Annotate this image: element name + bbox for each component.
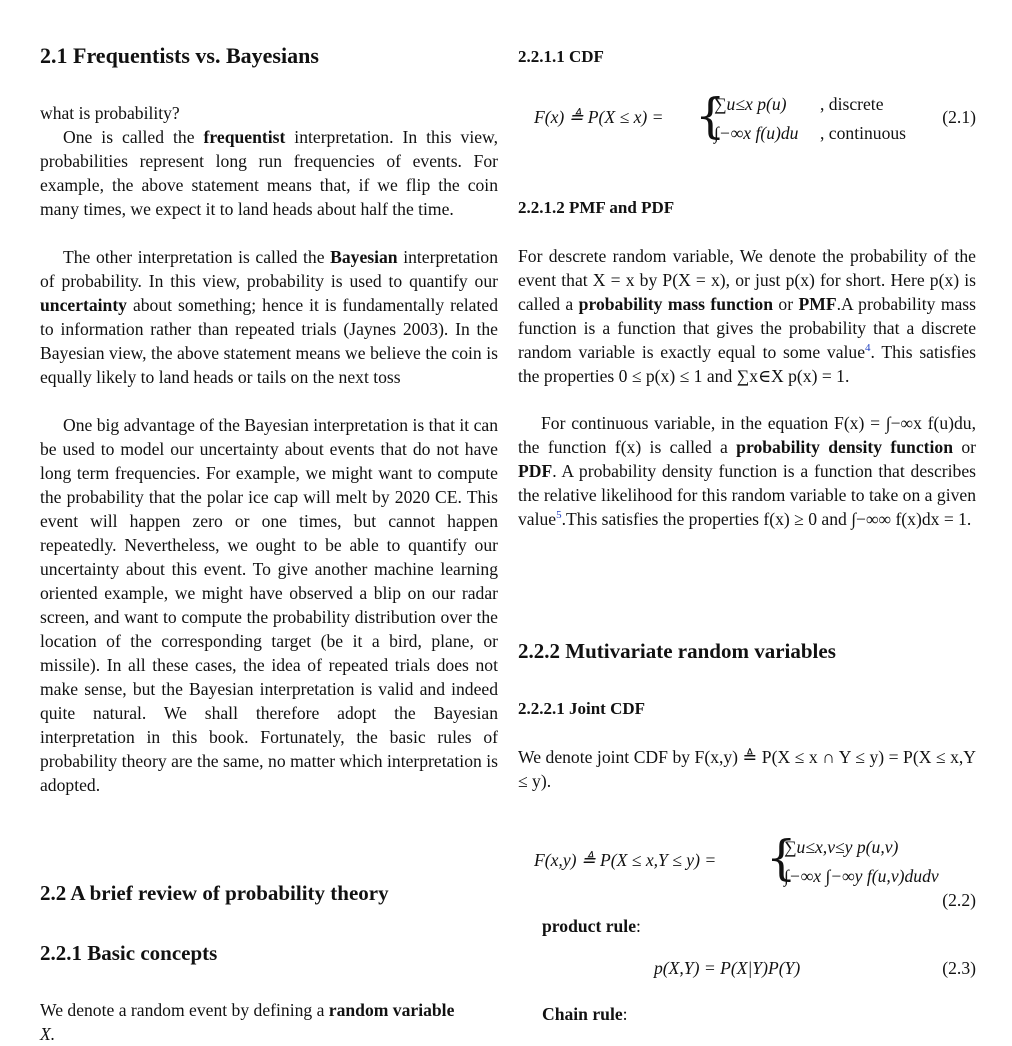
text-run: about something; hence it is fundamentally related to information rather than repeated trials (Jaynes 2003). In the Bayesian view, the above statement means we believe the coin is equally likely to land heads or tails on the next toss <box>40 295 498 387</box>
variable-x: X. <box>40 1024 56 1044</box>
paragraph-frequentist <box>40 125 498 221</box>
equation-lhs: F(x) ≜ P(X ≤ x) = <box>534 107 664 127</box>
brace-icon: { <box>695 88 726 144</box>
text-run: . This satisfies the properties 0 ≤ p(x) ≤ 1 and ∑x∈X p(x) = 1. <box>518 342 976 386</box>
text-run: . A probability density function is a function that describes the relative likelihood for this random variable to take on a given value <box>518 461 976 529</box>
equation-case-continuous: ∫−∞x ∫−∞y f(u,v)dudv <box>784 866 939 886</box>
paragraph-pdf <box>518 411 976 531</box>
equation-number: (2.1) <box>942 107 976 127</box>
equation-lhs: F(x,y) ≜ P(X ≤ x,Y ≤ y) = <box>534 850 717 870</box>
text-run: We denote a random event by defining a <box>40 1000 329 1020</box>
paragraph-bayesian-advantage <box>40 413 498 797</box>
text-run: : <box>622 1004 628 1024</box>
equation-cond-continuous: , continuous <box>820 123 907 143</box>
footnote-marker[interactable]: 4 <box>865 342 871 355</box>
term-uncertainty: uncertainty <box>40 295 127 315</box>
text-run: or <box>773 294 799 314</box>
equation-number: (2.2) <box>942 890 976 910</box>
text-run: interpretation. In this view, probabilities represent long run frequencies of events. For example, the above statement means that, if we flip the coin many times, we expect it to land heads about half the time. <box>40 127 498 219</box>
term-pmf-abbr: PMF <box>798 294 837 314</box>
term-pdf-abbr: PDF <box>518 461 553 481</box>
term-product-rule: product rule <box>542 916 636 936</box>
equation-cond-discrete: , discrete <box>820 94 884 114</box>
text-run: One big advantage of the Bayesian interpretation is that it can be used to model our uncertainty about events that do not have long term frequencies. For example, we might want to compute the probability that the polar ice cap will melt by 2020 CE. This event will happen zero or one times, but cannot happen repeatedly. Nevertheless, we ought to be able to quantify our uncertainty about this event. To give another machine learning oriented example, we might have observed a blip on our radar screen, and want to compute the probability distribution over the location of the corresponding target (be it a bird, plane, or missile). In all these cases, the idea of repeated trials does not make sense, but the Bayesian interpretation is valid and indeed quite natural. We shall therefore adopt the Bayesian interpretation in this book. Fortunately, the basic rules of probability theory are the same, no matter which interpretation is adopted. <box>40 415 498 795</box>
paragraph-pmf <box>518 244 976 388</box>
equation-2-2 <box>518 830 976 914</box>
paragraph-what-is-probability <box>40 101 498 125</box>
footnote-marker[interactable]: 5 <box>556 509 562 522</box>
paragraph-bayesian <box>40 245 498 389</box>
section-2-2-heading: 2.2 A brief review of probability theory <box>40 881 389 905</box>
section-2-2-2-heading: 2.2.2 Mutivariate random variables <box>518 639 836 663</box>
section-2-2-1-2-heading: 2.2.1.2 PMF and PDF <box>518 198 675 217</box>
text-run: interpretation of probability. In this view, probability is used to quantify our <box>40 247 498 291</box>
section-2-2-1-heading: 2.2.1 Basic concepts <box>40 941 218 965</box>
text-run: We denote joint CDF by F(x,y) ≜ P(X ≤ x ∩ Y ≤ y) = P(X ≤ x,Y ≤ y). <box>518 747 976 791</box>
text-run: For continuous variable, in the equation F(x) = ∫−∞x f(u)du, the function f(x) is called a <box>518 413 976 457</box>
paragraph-text: what is probability? <box>40 103 180 123</box>
text-run: or <box>952 437 976 457</box>
text-run: : <box>636 916 641 936</box>
term-bayesian: Bayesian <box>330 247 398 267</box>
equation-2-3 <box>518 958 976 984</box>
section-2-2-1-1-heading: 2.2.1.1 CDF <box>518 47 604 66</box>
section-2-1-heading: 2.1 Frequentists vs. Bayesians <box>40 43 319 68</box>
paragraph-joint-cdf <box>518 745 976 793</box>
term-pdf: probability density function <box>736 437 953 457</box>
equation-number: (2.3) <box>942 958 976 978</box>
equation-2-1 <box>518 88 976 152</box>
equation-case-continuous: ∫−∞x f(u)du <box>714 123 799 143</box>
text-run: .A probability mass function is a function that gives the probability that a discrete random variable is exactly equal to some value <box>518 294 977 362</box>
text-run: One is called the <box>63 127 204 147</box>
equation-case-discrete: ∑u≤x,v≤y p(u,v) <box>784 837 899 857</box>
term-frequentist: frequentist <box>203 127 286 147</box>
chain-rule-label <box>542 1002 628 1026</box>
equation-body: p(X,Y) = P(X|Y)P(Y) <box>654 958 801 978</box>
equation-case-discrete: ∑u≤x p(u) <box>714 94 787 114</box>
brace-icon: { <box>766 830 797 886</box>
section-2-2-2-1-heading: 2.2.2.1 Joint CDF <box>518 699 646 718</box>
text-run: For descrete random variable, We denote the probability of the event that X = x by P(X = x), or just p(x) for short. Here p(x) is called a <box>518 246 976 314</box>
text-run: .This satisfies the properties f(x) ≥ 0 and ∫−∞∞ f(x)dx = 1. <box>561 509 972 529</box>
product-rule-label <box>542 914 641 938</box>
term-random-variable: random variable <box>328 1000 455 1020</box>
term-pmf: probability mass function <box>578 294 773 314</box>
term-chain-rule: Chain rule <box>542 1004 623 1024</box>
text-run: The other interpretation is called the <box>63 247 331 267</box>
